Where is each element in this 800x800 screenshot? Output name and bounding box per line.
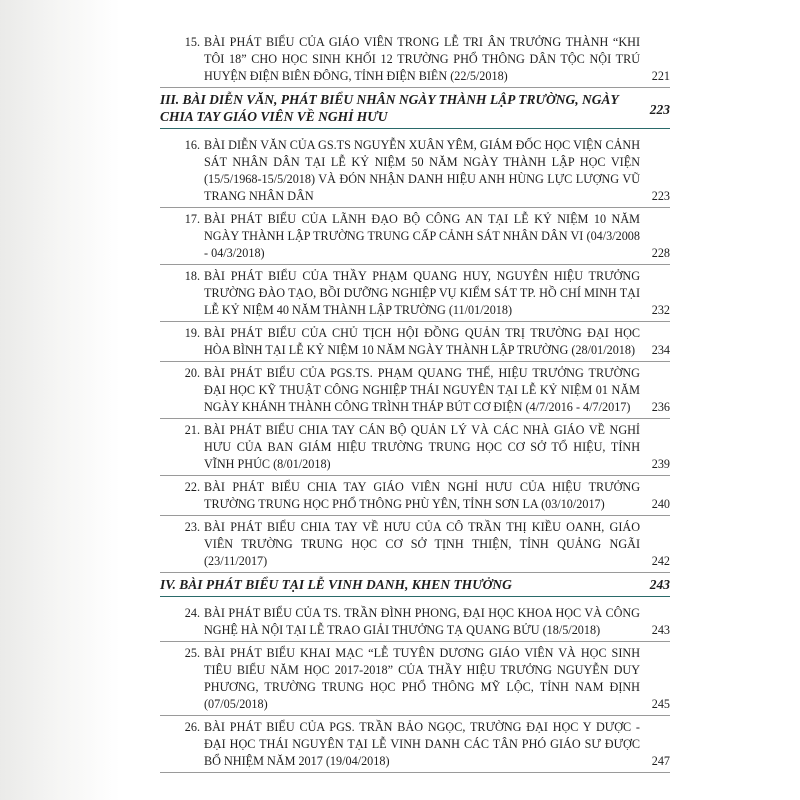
toc-entry-22 (160, 479, 670, 513)
entry-rule (160, 572, 670, 573)
entry-title: BÀI PHÁT BIỂU CỦA TS. TRẦN ĐÌNH PHONG, ĐẠI HỌC KHOA HỌC VÀ CÔNG NGHỆ HÀ NỘI TẠI LỄ TRAO GIẢI THƯỞNG TẠ QUANG BỬU (18/5/2018) (204, 606, 640, 637)
entry-page-number: 243 (651, 623, 670, 637)
toc-entry-20 (160, 365, 670, 416)
toc-entry-15 (160, 34, 670, 85)
toc-entry-17 (160, 211, 670, 262)
entry-title: BÀI PHÁT BIỂU CỦA CHỦ TỊCH HỘI ĐỒNG QUẢN TRỊ TRƯỜNG ĐẠI HỌC HÒA BÌNH TẠI LỄ KỶ NIỆM 10 NĂM NGÀY THÀNH LẬP TRƯỜNG (28/01/2018) (204, 326, 640, 357)
entry-number: 16. (184, 138, 200, 152)
entry-rule (160, 418, 670, 419)
entry-title: BÀI PHÁT BIỂU CHIA TAY VỀ HƯU CỦA CÔ TRẦN THỊ KIỀU OANH, GIÁO VIÊN TRƯỜNG TRUNG HỌC CƠ SỞ TỊNH THIỆN, TỈNH QUẢNG NGÃI (23/11/2017) (204, 520, 640, 568)
section-heading-iii (160, 91, 670, 125)
entry-title: BÀI PHÁT BIỂU CHIA TAY GIÁO VIÊN NGHỈ HƯU CỦA HIỆU TRƯỞNG TRƯỜNG TRUNG HỌC PHỔ THÔNG PHÙ YÊN, TỈNH SƠN LA (03/10/2017) (204, 480, 640, 511)
toc-entry-23 (160, 519, 670, 570)
entry-page-number: 228 (651, 246, 670, 260)
entry-rule (160, 515, 670, 516)
entry-number: 26. (184, 720, 200, 734)
entry-rule (160, 87, 670, 88)
entry-title: BÀI PHÁT BIỂU CỦA PGS.TS. PHẠM QUANG THẾ, HIỆU TRƯỞNG TRƯỜNG ĐẠI HỌC KỸ THUẬT CÔNG NGHIỆP THÁI NGUYÊN TẠI LỄ KỶ NIỆM 01 NĂM NGÀY KHÁNH THÀNH CÔNG TRÌNH THÁP BÚT CƠ ĐIỆN (4/7/2016 - 4/7/2017) (204, 366, 640, 414)
entry-number: 15. (184, 35, 200, 49)
entry-number: 23. (184, 520, 200, 534)
entry-title: BÀI PHÁT BIỂU KHAI MẠC “LỄ TUYÊN DƯƠNG GIÁO VIÊN VÀ HỌC SINH TIÊU BIỂU NĂM HỌC 2017-2018” CỦA THẦY HIỆU TRƯỞNG NGUYỄN DUY PHƯƠNG, TRƯỜNG TRUNG HỌC PHỔ THÔNG MỸ LỘC, TỈNH NAM ĐỊNH (07/05/2018) (204, 646, 640, 711)
section-page-number: 223 (649, 102, 670, 117)
entry-number: 25. (184, 646, 200, 660)
entry-page-number: 247 (651, 754, 670, 768)
entry-page-number: 232 (651, 303, 670, 317)
entry-rule (160, 641, 670, 642)
entry-title: BÀI PHÁT BIỂU CỦA GIÁO VIÊN TRONG LỄ TRI ÂN TRƯỞNG THÀNH “KHI TÔI 18” CHO HỌC SINH KHỐI 12 TRƯỜNG PHỔ THÔNG DÂN TỘC NỘI TRÚ HUYỆN ĐIỆN BIÊN ĐÔNG, TỈNH ĐIỆN BIÊN (22/5/2018) (204, 35, 640, 83)
entry-number: 24. (184, 606, 200, 620)
section-rule (160, 596, 670, 597)
toc-entry-18 (160, 268, 670, 319)
entry-page-number: 245 (651, 697, 670, 711)
entry-number: 21. (184, 423, 200, 437)
toc-entry-19 (160, 325, 670, 359)
entry-rule (160, 321, 670, 322)
entry-number: 22. (184, 480, 200, 494)
entry-title: BÀI PHÁT BIỂU CỦA PGS. TRẦN BẢO NGỌC, TRƯỜNG ĐẠI HỌC Y DƯỢC - ĐẠI HỌC THÁI NGUYÊN TẠI LỄ VINH DANH CÁC TÂN PHÓ GIÁO SƯ ĐƯỢC BỔ NHIỆM NĂM 2017 (19/04/2018) (204, 720, 640, 768)
page-edge-shadow (0, 0, 120, 800)
toc-entry-26 (160, 719, 670, 770)
entry-rule (160, 361, 670, 362)
toc-entry-16 (160, 137, 670, 205)
entry-rule (160, 475, 670, 476)
entry-number: 17. (184, 212, 200, 226)
entry-page-number: 221 (651, 69, 670, 83)
entry-title: BÀI PHÁT BIỂU CỦA THẦY PHẠM QUANG HUY, NGUYÊN HIỆU TRƯỞNG TRƯỜNG ĐÀO TẠO, BỒI DƯỠNG NGHIỆP VỤ KIỂM SÁT TP. HỒ CHÍ MINH TẠI LỄ KỶ NIỆM 40 NĂM THÀNH LẬP TRƯỜNG (11/01/2018) (204, 269, 640, 317)
entry-rule (160, 715, 670, 716)
entry-number: 18. (184, 269, 200, 283)
entry-rule (160, 772, 670, 773)
section-heading-iv (160, 576, 670, 593)
section-title: IV. BÀI PHÁT BIỂU TẠI LỄ VINH DANH, KHEN THƯỞNG (160, 577, 512, 592)
toc-entry-24 (160, 605, 670, 639)
entry-rule (160, 207, 670, 208)
entry-title: BÀI PHÁT BIỂU CỦA LÃNH ĐẠO BỘ CÔNG AN TẠI LỄ KỶ NIỆM 10 NĂM NGÀY THÀNH LẬP TRƯỜNG TRUNG CẤP CẢNH SÁT NHÂN DÂN VI (04/3/2008 - 04/3/2018) (204, 212, 640, 260)
entry-number: 19. (184, 326, 200, 340)
entry-title: BÀI DIỄN VĂN CỦA GS.TS NGUYỄN XUÂN YÊM, GIÁM ĐỐC HỌC VIỆN CẢNH SÁT NHÂN DÂN TẠI LỄ KỶ NIỆM 50 NĂM NGÀY THÀNH LẬP HỌC VIỆN (15/5/1968-15/5/2018) VÀ ĐÓN NHẬN DANH HIỆU ANH HÙNG LỰC LƯỢNG VŨ TRANG NHÂN DÂN (204, 138, 640, 203)
entry-page-number: 236 (651, 400, 670, 414)
entry-title: BÀI PHÁT BIỂU CHIA TAY CÁN BỘ QUẢN LÝ VÀ CÁC NHÀ GIÁO VỀ NGHỈ HƯU CỦA BAN GIÁM HIỆU TRƯỜNG TRUNG HỌC CƠ SỞ TỔ HIỆU, TỈNH VĨNH PHÚC (8/01/2018) (204, 423, 640, 471)
toc-entry-21 (160, 422, 670, 473)
entry-page-number: 234 (651, 343, 670, 357)
toc-entry-25 (160, 645, 670, 713)
entry-number: 20. (184, 366, 200, 380)
entry-rule (160, 264, 670, 265)
table-of-contents (160, 34, 670, 776)
entry-page-number: 242 (651, 554, 670, 568)
section-rule (160, 128, 670, 129)
section-title: III. BÀI DIỄN VĂN, PHÁT BIỂU NHÂN NGÀY THÀNH LẬP TRƯỜNG, NGÀY CHIA TAY GIÁO VIÊN VỀ NGHỈ HƯU (160, 92, 619, 124)
entry-page-number: 239 (651, 457, 670, 471)
entry-page-number: 223 (651, 189, 670, 203)
entry-page-number: 240 (651, 497, 670, 511)
section-page-number: 243 (649, 577, 670, 592)
